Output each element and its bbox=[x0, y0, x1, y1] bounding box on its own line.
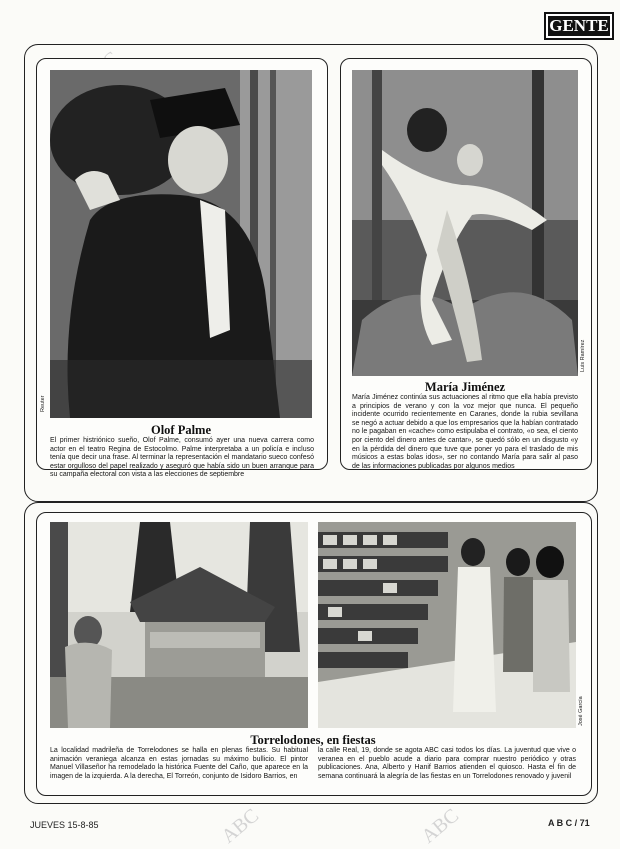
kiosk-photo-credit: José García bbox=[578, 696, 584, 726]
jimenez-photo-image bbox=[352, 70, 578, 376]
fountain-photo bbox=[50, 522, 308, 728]
palme-photo bbox=[50, 70, 312, 418]
section-label: GENTE bbox=[544, 12, 614, 40]
torrelodones-body-left: La localidad madrileña de Torrelodones se halla en plenas fiestas. Su habitual animación veraniega alcanza en estas jornadas su máximo bullicio. El pintor Manuel Villaseñor ha remodelado la histórica Fuente del Caño, que aparece en la imagen de la izquierda. A la derecha, El Torreón, conjunto de Isidoro Barrios, en bbox=[50, 747, 308, 780]
watermark: ABC bbox=[217, 804, 264, 848]
watermark: ABC bbox=[417, 804, 464, 848]
kiosk-photo-image bbox=[318, 522, 576, 728]
jimenez-body: María Jiménez continúa sus actuaciones al ritmo que ella había previsto a principios de verano y con la voz mejor que nunca. El pequeño incidente ocurrido recientemente en Caranes, donde la rubia sevillana se negó a actuar debido a que los empresarios que la habían contratado no le pagaban en «cache» como estipulaba el contrato, «o sea, el ciento por ciento del dinero antes de cantar», se quedó sólo en un disgusto «y en la pérdida del dinero que tuve que poner yo para el traslado de mis músicos a estas bolas idos», ser no contando María para salir al paso de las informaciones publicadas por algunos medios bbox=[352, 394, 578, 470]
torrelodones-headline: Torrelodones, en fiestas bbox=[250, 733, 376, 747]
jimenez-photo bbox=[352, 70, 578, 376]
palme-body: El primer histriónico sueño, Olof Palme, consumó ayer una nueva carrera como actor en el teatro Regina de Estocolmo. Palme interpretaba a un policía e incluso tenía que decir una frase. Al terminar la representación el mandatario sueco confesó estar orgulloso del papel realizado y aseguró que había sido un buen arranque para su campaña electoral con vista a las elecciones de septiembre bbox=[50, 437, 314, 479]
torrelodones-body-right: la calle Real, 19, donde se agota ABC casi todos los días. La juventud que vive o veranea en el pueblo acude a diario para comprar nuestro periódico y otras publicaciones. Ana, Alberto y Hanif Barrios atienden el quiosco. Hasta el fin de semana continuará la alegría de las fiestas en un Torrelodones renovado y juvenil bbox=[318, 747, 576, 780]
issue-date: JUEVES 15-8-85 bbox=[30, 820, 99, 830]
fountain-photo-image bbox=[50, 522, 308, 728]
jimenez-headline: María Jiménez bbox=[424, 380, 506, 394]
palme-photo-credit: Reuter bbox=[40, 395, 46, 412]
page-number: A B C / 71 bbox=[548, 818, 590, 828]
kiosk-photo bbox=[318, 522, 576, 728]
palme-headline: Olof Palme bbox=[150, 423, 212, 437]
palme-photo-image bbox=[50, 70, 312, 418]
jimenez-photo-credit: Luis Ramírez bbox=[580, 339, 586, 372]
